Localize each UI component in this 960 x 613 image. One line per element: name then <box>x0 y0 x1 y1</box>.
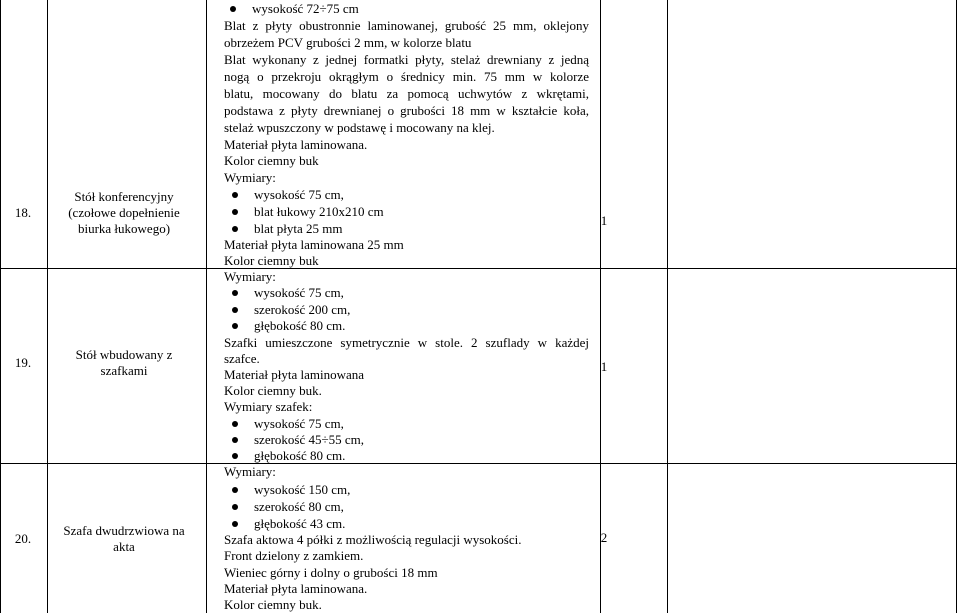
item-name-line: akta <box>113 539 135 554</box>
item-name <box>54 523 194 555</box>
description-line: podstawa z płyty drewnianej o grubości 18 mm w kształcie koła, <box>224 103 589 118</box>
dimensions-label: Wymiary szafek: <box>224 399 313 414</box>
description-line: nogą o przekroju okrągłym o średnicy min. 75 mm w kolorze <box>224 69 589 84</box>
row-number: 19. <box>14 355 32 370</box>
col-border-2 <box>206 0 207 613</box>
description-line: Szafa aktowa 4 półki z możliwością regulacji wysokości. <box>224 532 522 547</box>
description-line: Blat z płyty obustronnie laminowanej, grubość 25 mm, oklejony <box>224 18 589 33</box>
description-line: szafce. <box>224 351 260 366</box>
col-border-4 <box>667 0 668 613</box>
item-quantity: 2 <box>600 530 608 545</box>
item-name-line: (czołowe dopełnienie <box>68 205 180 220</box>
description-line: blatu, mocowany do blatu za pomocą uchwytów z wkrętami, <box>224 86 589 101</box>
description-line: Front dzielony z zamkiem. <box>224 548 364 563</box>
row-number: 18. <box>14 205 32 220</box>
item-name-line: Szafa dwudrzwiowa na <box>63 523 185 538</box>
color-line: Kolor ciemny buk <box>224 253 319 268</box>
color-line: Kolor ciemny buk. <box>224 597 322 612</box>
item-quantity: 1 <box>600 359 608 374</box>
row-number: 20. <box>14 531 32 546</box>
material-line: Materiał płyta laminowana 25 mm <box>224 237 404 252</box>
item-name-line: Stół konferencyjny <box>74 189 174 204</box>
material-line: Materiał płyta laminowana. <box>224 581 368 596</box>
description-line: Blat wykonany z jednej formatki płyty, stelaż drewniany z jedną <box>224 52 589 67</box>
col-border-3 <box>600 0 601 613</box>
col-border-1 <box>47 0 48 613</box>
item-name-line: szafkami <box>100 363 148 378</box>
item-name <box>54 189 194 237</box>
color-line: Kolor ciemny buk. <box>224 383 322 398</box>
item-name <box>54 347 194 379</box>
description-line: Wieniec górny i dolny o grubości 18 mm <box>224 565 438 580</box>
description-column: wysokość 72÷75 cm Blat z płyty obustronnie laminowanej, grubość 25 mm, oklejony obrzeżem PCV grubości 2 mm, w kolorze blatu Blat wykonany z jednej formatki płyty, stelaż drewniany z jedną nogą o przekroju okrągłym o średnicy min. 75 mm w kolorze blatu, mocowany do blatu za pomocą uchwytów z wkrętami, podstawa z płyty drewnianej o grubości 18 mm w kształcie koła, stelaż wpuszczony w podstawę i mocowany na klej. Materiał płyta laminowana. Kolor ciemny buk Wymiary: wysokość 75 cm, blat łukowy 210x210 cm blat płyta 25 mm Materiał płyta laminowana 25 mm Kolor ciemny buk Wymiary: wysokość 75 cm, szerokość 200 cm, głębokość 80 cm. Szafki umieszczone symetrycznie w stole. 2 szuflady w każdej szafce. Materiał płyta laminowana Kolor ciemny buk. Wymiary szafek: wysokość 75 cm, szerokość 45÷55 cm, głębokość 80 cm. Wymiary: wysokość 150 cm, szerokość 80 cm, głębokość 43 cm. Szafa aktowa 4 półki z możliwością regulacji wysokości. Front dzielony z zamkiem. Wieniec górny i dolny o grubości 18 mm Materiał płyta laminowana. Kolor ciemny buk. <box>224 1 589 612</box>
item-quantity: 1 <box>600 213 608 228</box>
col-border-left <box>0 0 1 613</box>
item-name-line: biurka łukowego) <box>77 221 171 236</box>
col-border-5 <box>956 0 957 613</box>
description-line: Szafki umieszczone symetrycznie w stole. 2 szuflady w każdej <box>224 335 589 350</box>
color-line: Kolor ciemny buk <box>224 153 319 168</box>
dimensions-label: Wymiary: <box>224 464 276 479</box>
dimensions-label: Wymiary: <box>224 170 276 185</box>
description-line: stelaż wpuszczony w podstawę i mocowany na klej. <box>224 120 495 135</box>
item-name-line: Stół wbudowany z <box>75 347 173 362</box>
dimensions-label: Wymiary: <box>224 269 276 284</box>
description-line: obrzeżem PCV grubości 2 mm, w kolorze blatu <box>224 35 472 50</box>
material-line: Materiał płyta laminowana. <box>224 137 368 152</box>
material-line: Materiał płyta laminowana <box>224 367 365 382</box>
